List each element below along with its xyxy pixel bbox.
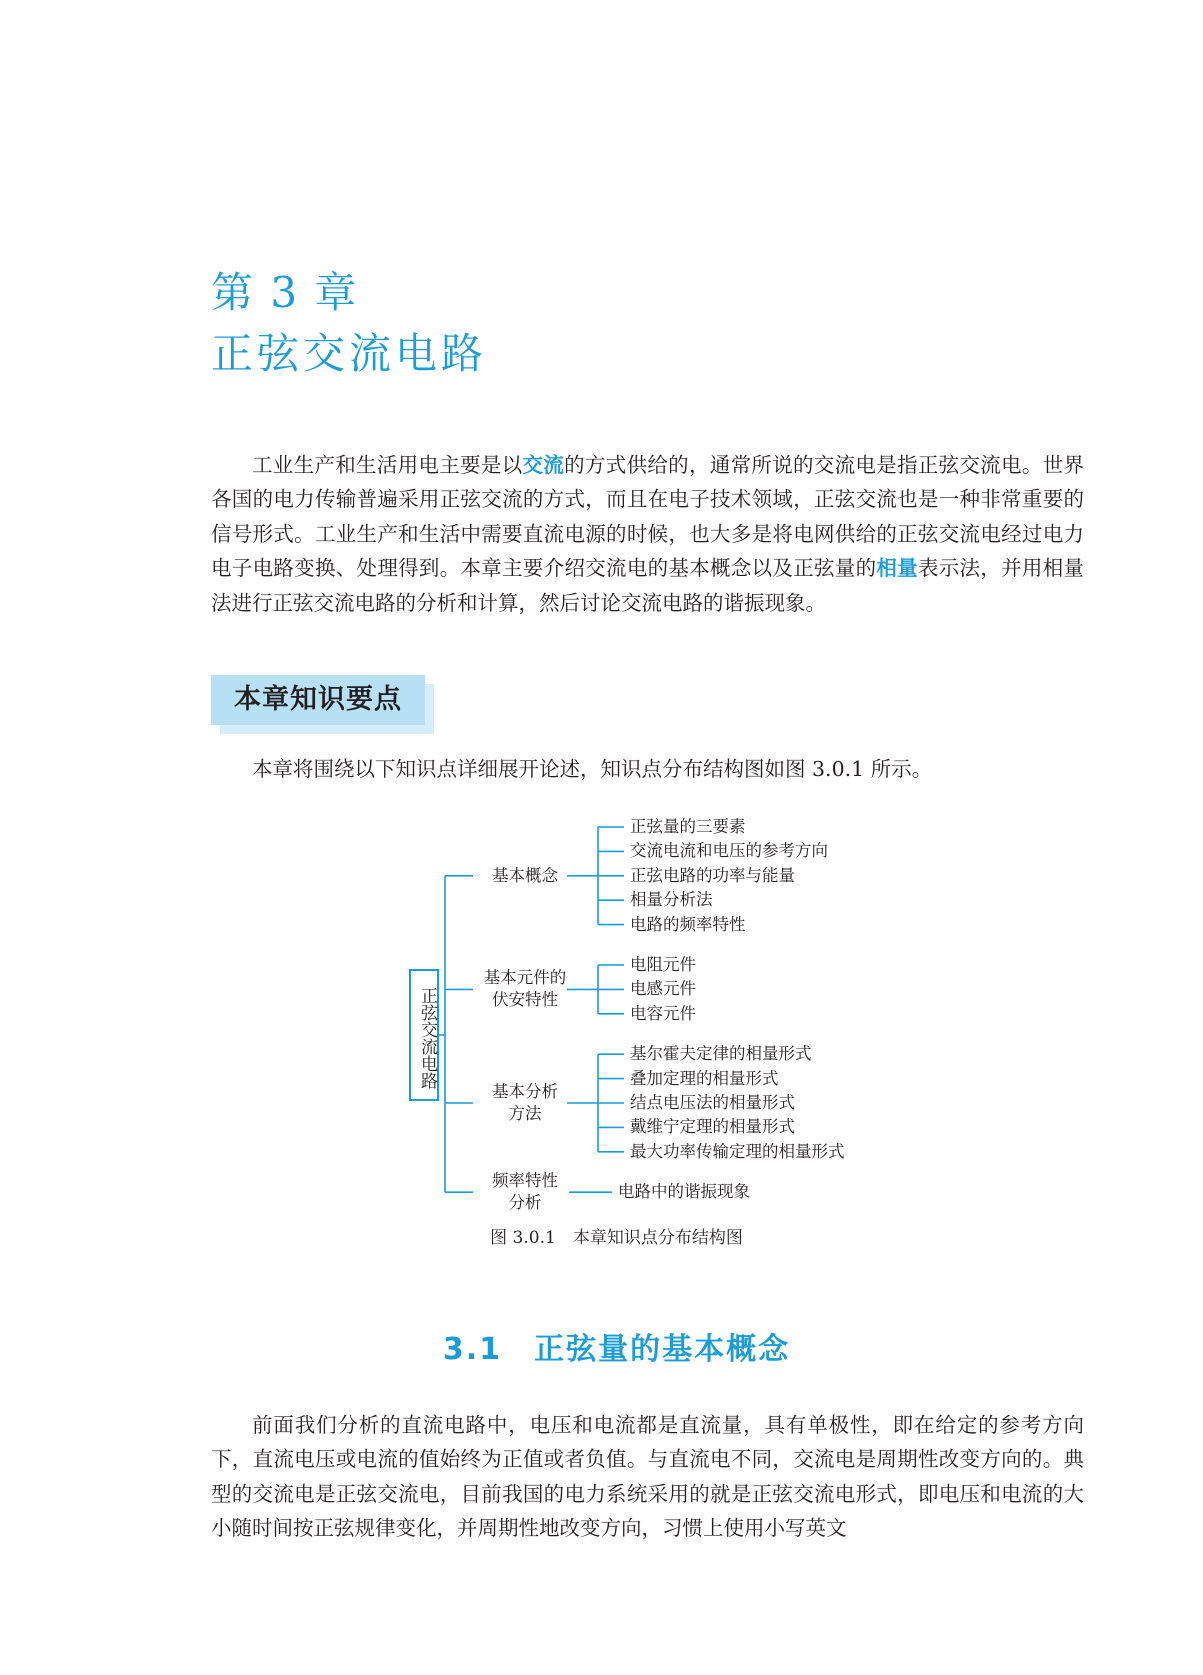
leaf-label: 正弦量的三要素 [630,817,746,836]
intro-text-2: 的方式供给的，通常所说的交流电是指正弦交流电。世界各国的电力传输普遍采用正弦交流的方式，而且在电子技术领域，正弦交流也是一种非常重要的信号形式。工业生产和生活中需要直流电源的时候，也大多是将电网供给的正弦交流电经过电力电子电路变换、处理得到。本章主要介绍交流电的基本概念以及正弦量的 [211,453,1085,581]
diagram-root: 正弦交流电路 [409,969,439,1101]
leaf-label: 正弦电路的功率与能量 [630,865,795,885]
knowledge-heading: 本章知识要点 [211,675,425,725]
term-ac: 交流 [522,453,565,477]
section-title: 3.1 正弦量的基本概念 [442,1332,791,1367]
branch-label-line: 方法 [508,1104,542,1123]
chapter-title: 正弦交流电路 [211,329,488,378]
leaf-label: 叠加定理的相量形式 [630,1068,779,1088]
intro-text-1: 工业生产和生活用电主要是以 [252,453,523,477]
figure-caption: 图 3.0.1 本章知识点分布结构图 [490,1228,743,1248]
branch-label [475,1081,575,1125]
knowledge-structure-diagram [400,808,900,1228]
section-paragraph: 前面我们分析的直流电路中，电压和电流都是直流量，具有单极性，即在给定的参考方向下，直流电压或电流的值始终为正值或者负值。与直流电不同，交流电是周期性改变方向的。典型的交流电是正弦交流电，目前我国的电力系统采用的就是正弦交流电形式，即电压和电流的大小随时间按正弦规律变化，并周期性地改变方向，习惯上使用小写英文 [211,1413,1084,1541]
term-phasor: 相量 [876,556,918,581]
leaf-label: 戴维宁定理的相量形式 [630,1117,795,1137]
leaf-label: 基尔霍夫定律的相量形式 [630,1044,812,1064]
leaf-label: 相量分析法 [630,890,713,910]
leaf-label: 电容元件 [630,1003,696,1023]
leaf-label: 结点电压法的相量形式 [630,1093,795,1112]
chapter-number: 第 3 章 [211,268,359,317]
leaf-label: 电路的频率特性 [630,914,746,934]
intro-text-3: 表示法，并用相量法进行正弦交流电路的分析和计算，然后讨论交流电路的谐振现象。 [211,556,1085,615]
leaf-label: 电路中的谐振现象 [618,1182,750,1202]
knowledge-intro: 本章将围绕以下知识点详细展开论述，知识点分布结构图如图 3.0.1 所示。 [252,757,933,781]
branch-label [475,1170,575,1214]
leaf-label: 最大功率传输定理的相量形式 [630,1141,845,1161]
leaf-label: 电感元件 [630,979,696,999]
leaf-label: 交流电流和电压的参考方向 [630,841,828,861]
branch-label-line: 伏安特性 [492,990,558,1010]
branch-label-line: 分析 [508,1193,542,1213]
branch-label-line: 基本元件的 [483,968,567,988]
branch-label-line: 频率特性 [492,1171,558,1191]
branch-label [475,865,575,887]
leaf-label: 电阻元件 [630,955,696,974]
knowledge-heading-box [211,675,429,729]
intro-paragraph [211,448,1084,620]
branch-label-line: 基本概念 [492,865,558,885]
branch-label [475,967,575,1011]
branch-label-line: 基本分析 [492,1082,558,1101]
